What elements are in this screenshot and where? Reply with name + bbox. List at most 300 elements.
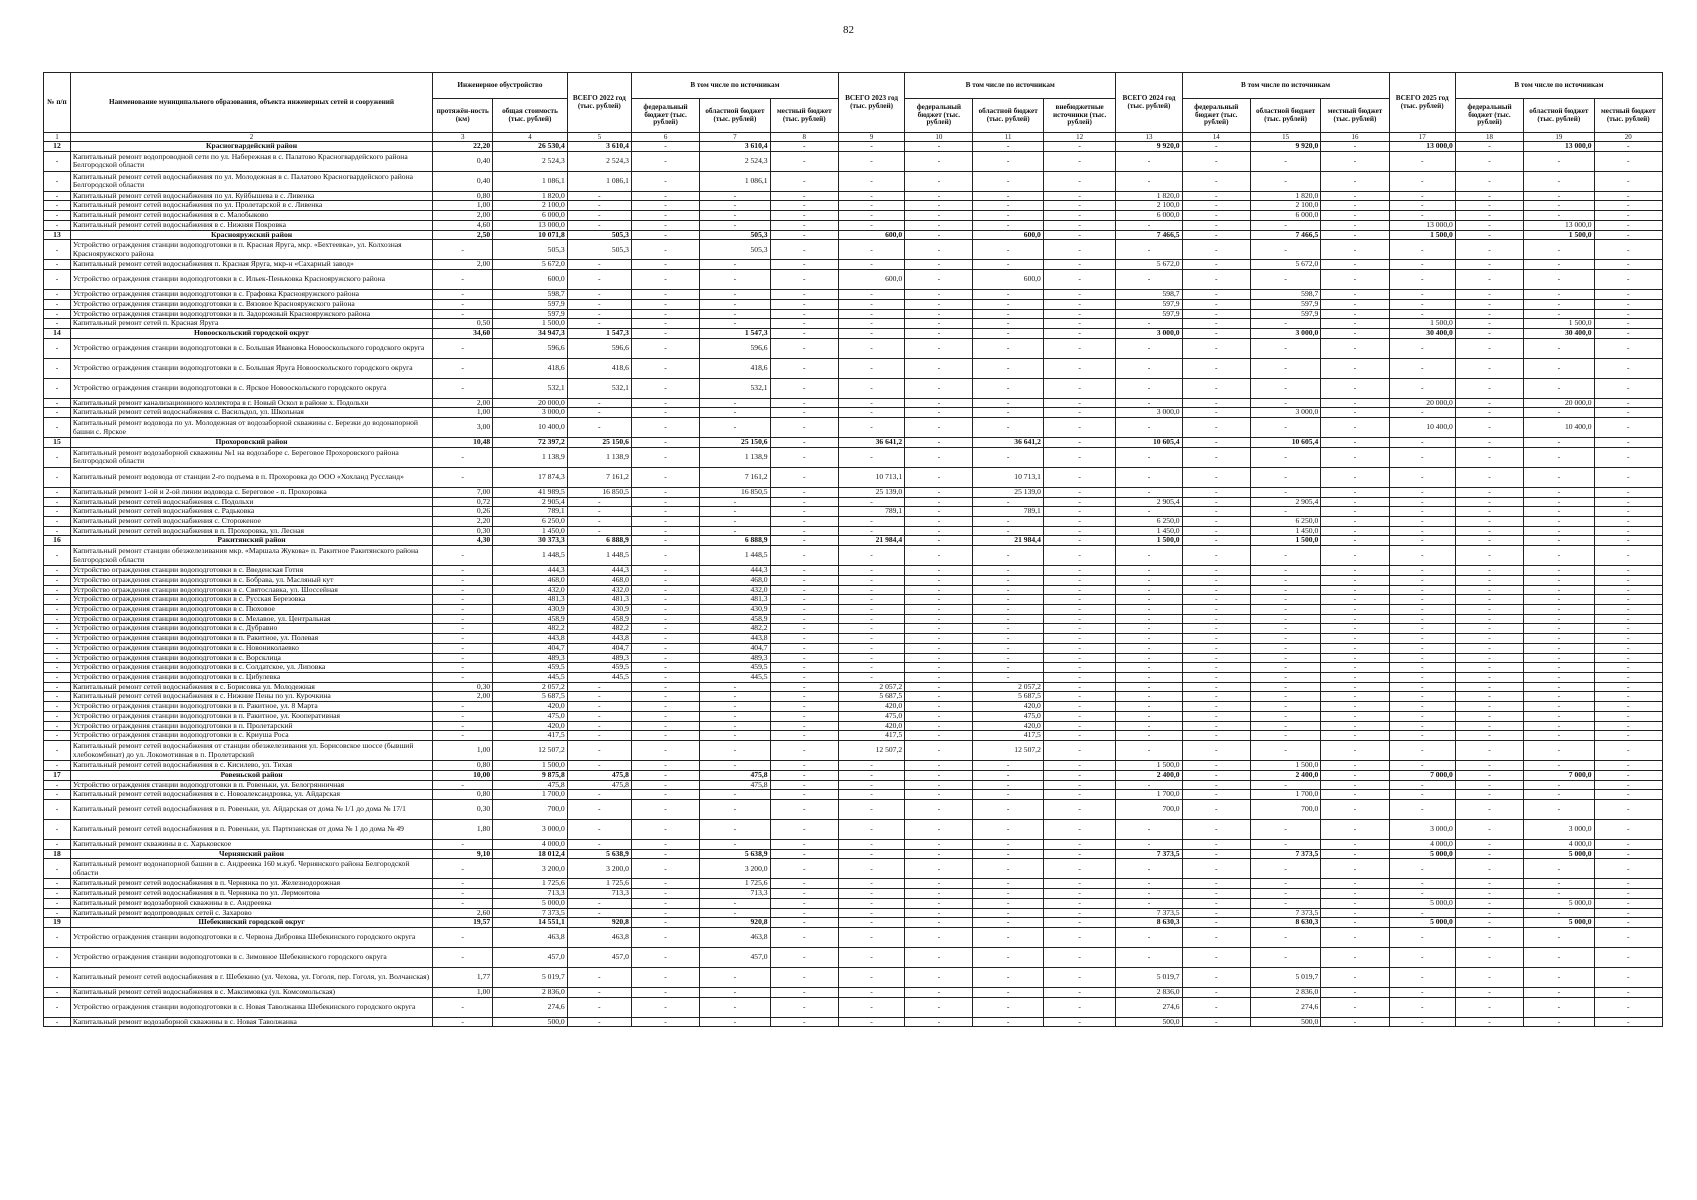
object-name-cell: Устройство ограждения станции водоподготовки в с. Большая Ивановка Новооскольского городского округа (70, 338, 432, 358)
row-number-cell: - (44, 191, 71, 201)
value-cell: - (838, 220, 904, 230)
table-row (44, 634, 1663, 644)
value-cell: - (1116, 614, 1182, 624)
value-cell: - (1182, 605, 1250, 615)
value-cell: - (1594, 770, 1662, 780)
value-cell: - (1043, 849, 1115, 859)
value-cell: 30 373,3 (493, 536, 568, 546)
object-name-cell: Устройство ограждения станции водоподготовки в п. Ракитное, ул. Кооперативная (70, 711, 432, 721)
object-name-cell: Капитальный ремонт водозаборной скважины №1 на водозаборе с. Береговое Прохоровского района Белгородской области (70, 447, 432, 467)
table-row (44, 819, 1663, 839)
value-cell: - (700, 309, 770, 319)
value-cell: - (1043, 918, 1115, 928)
object-name-cell: Устройство ограждения станции водоподготовки в п. Ракитное, ул. Полевая (70, 634, 432, 644)
value-cell: - (770, 230, 838, 240)
value-cell: - (700, 987, 770, 997)
value-cell: - (1455, 408, 1523, 418)
object-name-cell: Красногвардейский район (70, 142, 432, 152)
value-cell: - (1250, 780, 1320, 790)
value-cell: - (905, 526, 973, 536)
value-cell: - (1321, 171, 1389, 191)
value-cell: - (838, 338, 904, 358)
value-cell: - (1043, 418, 1115, 438)
table-row (44, 711, 1663, 721)
value-cell: - (1455, 171, 1523, 191)
value-cell: - (1182, 536, 1250, 546)
value-cell: - (567, 270, 631, 290)
value-cell: - (1182, 663, 1250, 673)
value-cell: - (631, 438, 699, 448)
value-cell: - (433, 663, 493, 673)
value-cell: 2 057,2 (973, 682, 1043, 692)
value-cell: - (1250, 839, 1320, 849)
value-cell: 418,6 (567, 358, 631, 378)
value-cell: 597,9 (493, 299, 568, 309)
value-cell: - (1321, 997, 1389, 1017)
value-cell: 920,8 (700, 918, 770, 928)
object-name-cell: Капитальный ремонт сетей водоснабжения в с. Нижние Пены по ул. Курочкина (70, 692, 432, 702)
value-cell: 1 500,0 (493, 319, 568, 329)
value-cell: - (1524, 467, 1594, 487)
value-cell: - (631, 408, 699, 418)
value-cell: - (973, 634, 1043, 644)
value-cell: - (1182, 927, 1250, 947)
value-cell: - (1455, 643, 1523, 653)
value-cell: 532,1 (700, 378, 770, 398)
object-name-cell: Устройство ограждения станции водоподготовки в п. Пролетарский (70, 721, 432, 731)
value-cell: - (1250, 566, 1320, 576)
value-cell: - (1594, 702, 1662, 712)
value-cell: 9 920,0 (1116, 142, 1182, 152)
district-total-row (44, 328, 1663, 338)
value-cell: - (1321, 643, 1389, 653)
value-cell: - (1116, 879, 1182, 889)
value-cell: 598,7 (493, 290, 568, 300)
value-cell: 72 397,2 (493, 438, 568, 448)
value-cell: - (1116, 839, 1182, 849)
column-number: 17 (1389, 133, 1455, 142)
value-cell: - (838, 761, 904, 771)
value-cell: - (1182, 721, 1250, 731)
value-cell: - (1182, 790, 1250, 800)
value-cell: - (770, 338, 838, 358)
value-cell: - (631, 692, 699, 702)
value-cell: - (770, 497, 838, 507)
value-cell: - (631, 328, 699, 338)
value-cell: - (631, 859, 699, 879)
value-cell: - (433, 270, 493, 290)
value-cell: - (1455, 819, 1523, 839)
value-cell: - (1321, 770, 1389, 780)
value-cell: - (1524, 643, 1594, 653)
value-cell: - (631, 997, 699, 1017)
value-cell: - (1043, 898, 1115, 908)
value-cell: - (1455, 634, 1523, 644)
value-cell: - (433, 839, 493, 849)
district-total-row (44, 918, 1663, 928)
value-cell: 10,00 (433, 770, 493, 780)
value-cell: - (905, 290, 973, 300)
value-cell: - (567, 997, 631, 1017)
value-cell: - (1389, 605, 1455, 615)
value-cell: - (1524, 927, 1594, 947)
value-cell: - (631, 682, 699, 692)
object-name-cell: Капитальный ремонт сетей водоснабжения в п. Ровеньки, ул. Айдарская от дома № 1/1 до дома № 17/1 (70, 799, 432, 819)
value-cell: 3 000,0 (493, 819, 568, 839)
value-cell: - (1321, 634, 1389, 644)
value-cell: - (1182, 260, 1250, 270)
row-number-cell: - (44, 526, 71, 536)
value-cell: - (905, 516, 973, 526)
value-cell: - (1182, 741, 1250, 761)
value-cell: 2 524,3 (567, 151, 631, 171)
value-cell: - (973, 819, 1043, 839)
value-cell: - (631, 447, 699, 467)
value-cell: - (631, 731, 699, 741)
table-row (44, 947, 1663, 967)
value-cell: - (1250, 398, 1320, 408)
value-cell: - (567, 260, 631, 270)
value-cell: 1 500,0 (1250, 761, 1320, 771)
value-cell: 2 905,4 (493, 497, 568, 507)
value-cell: 2,60 (433, 908, 493, 918)
value-cell: - (631, 497, 699, 507)
value-cell: 468,0 (493, 575, 568, 585)
value-cell: - (1321, 299, 1389, 309)
value-cell: - (1116, 398, 1182, 408)
table-row (44, 546, 1663, 566)
value-cell: - (1043, 171, 1115, 191)
value-cell: - (905, 566, 973, 576)
value-cell: 19,57 (433, 918, 493, 928)
value-cell: - (1321, 536, 1389, 546)
value-cell: 417,5 (838, 731, 904, 741)
investment-table-container (43, 72, 1663, 1027)
value-cell: - (905, 663, 973, 673)
value-cell: - (567, 799, 631, 819)
value-cell: 1 138,9 (493, 447, 568, 467)
value-cell: - (1455, 780, 1523, 790)
value-cell: - (1389, 447, 1455, 467)
value-cell: 445,5 (567, 673, 631, 683)
value-cell: - (905, 595, 973, 605)
value-cell: - (1524, 653, 1594, 663)
value-cell: - (1594, 585, 1662, 595)
value-cell: - (973, 447, 1043, 467)
value-cell: - (1455, 987, 1523, 997)
value-cell: - (1455, 260, 1523, 270)
value-cell: - (1594, 230, 1662, 240)
value-cell: 700,0 (493, 799, 568, 819)
value-cell: - (433, 634, 493, 644)
table-row (44, 575, 1663, 585)
value-cell: - (1321, 702, 1389, 712)
value-cell: - (770, 653, 838, 663)
value-cell: - (1524, 614, 1594, 624)
row-number-cell: - (44, 408, 71, 418)
table-row (44, 585, 1663, 595)
value-cell: - (1455, 328, 1523, 338)
value-cell: - (905, 467, 973, 487)
value-cell: - (770, 151, 838, 171)
value-cell: - (1043, 605, 1115, 615)
header-length: протяжён-ность (км) (433, 99, 493, 133)
value-cell: - (1116, 819, 1182, 839)
row-number-cell: - (44, 171, 71, 191)
value-cell: 1 138,9 (567, 447, 631, 467)
value-cell: - (905, 927, 973, 947)
value-cell: - (1524, 507, 1594, 517)
value-cell: - (905, 309, 973, 319)
value-cell: - (1043, 299, 1115, 309)
value-cell: - (973, 299, 1043, 309)
value-cell: 0,80 (433, 761, 493, 771)
value-cell: 505,3 (493, 240, 568, 260)
value-cell: - (567, 299, 631, 309)
value-cell: - (973, 566, 1043, 576)
value-cell: - (567, 682, 631, 692)
value-cell: - (1524, 408, 1594, 418)
value-cell: 7 161,2 (567, 467, 631, 487)
value-cell: - (1524, 260, 1594, 270)
object-name-cell: Капитальный ремонт сетей водоснабжения в с. Нижняя Покровка (70, 220, 432, 230)
value-cell: - (973, 142, 1043, 152)
row-number-cell: - (44, 663, 71, 673)
row-number-cell: - (44, 702, 71, 712)
value-cell: - (973, 585, 1043, 595)
value-cell: 2 100,0 (1250, 201, 1320, 211)
value-cell: - (1116, 741, 1182, 761)
value-cell: - (1455, 614, 1523, 624)
value-cell: 21 984,4 (973, 536, 1043, 546)
value-cell: - (1455, 908, 1523, 918)
value-cell: - (838, 408, 904, 418)
row-number-cell: - (44, 692, 71, 702)
value-cell: - (1321, 819, 1389, 839)
value-cell: - (631, 319, 699, 329)
value-cell: - (631, 761, 699, 771)
table-row (44, 201, 1663, 211)
value-cell: 9,10 (433, 849, 493, 859)
value-cell: - (1182, 142, 1250, 152)
value-cell: - (1250, 418, 1320, 438)
value-cell: - (1321, 967, 1389, 987)
value-cell: - (973, 859, 1043, 879)
value-cell: - (973, 398, 1043, 408)
value-cell: 432,0 (493, 585, 568, 595)
value-cell: 2,50 (433, 230, 493, 240)
table-row (44, 692, 1663, 702)
row-number-cell: - (44, 585, 71, 595)
value-cell: - (1389, 663, 1455, 673)
value-cell: 6 888,9 (700, 536, 770, 546)
value-cell: - (838, 151, 904, 171)
value-cell: - (1594, 927, 1662, 947)
value-cell: 404,7 (567, 643, 631, 653)
value-cell: - (1116, 575, 1182, 585)
value-cell: - (1524, 290, 1594, 300)
value-cell: - (1455, 624, 1523, 634)
value-cell: - (905, 338, 973, 358)
value-cell: - (433, 898, 493, 908)
value-cell: - (973, 497, 1043, 507)
value-cell: - (1182, 819, 1250, 839)
value-cell: - (631, 653, 699, 663)
value-cell: - (567, 819, 631, 839)
value-cell: 463,8 (700, 927, 770, 947)
row-number-cell: - (44, 711, 71, 721)
value-cell: - (700, 526, 770, 536)
value-cell: - (1594, 487, 1662, 497)
row-number-cell: - (44, 418, 71, 438)
table-row (44, 408, 1663, 418)
value-cell: - (1250, 358, 1320, 378)
value-cell: 444,3 (700, 566, 770, 576)
value-cell: - (433, 721, 493, 731)
value-cell: - (1182, 408, 1250, 418)
value-cell: - (1389, 585, 1455, 595)
value-cell: 417,5 (973, 731, 1043, 741)
row-number-cell: - (44, 761, 71, 771)
table-row (44, 507, 1663, 517)
value-cell: - (838, 191, 904, 201)
value-cell: - (1250, 731, 1320, 741)
header-total-2025: ВСЕГО 2025 год (тыс. рублей) (1389, 73, 1455, 133)
value-cell: - (1594, 211, 1662, 221)
object-name-cell: Устройство ограждения станции водоподготовки в с. Вязовое Краснояружского района (70, 299, 432, 309)
object-name-cell: Капитальный ремонт сетей водоснабжения с. Подольхи (70, 497, 432, 507)
value-cell: - (1524, 309, 1594, 319)
value-cell: - (1116, 319, 1182, 329)
value-cell: 7 000,0 (1389, 770, 1455, 780)
column-number: 13 (1116, 133, 1182, 142)
value-cell: - (631, 516, 699, 526)
value-cell: - (700, 270, 770, 290)
value-cell: - (838, 171, 904, 191)
value-cell: - (1321, 839, 1389, 849)
value-cell: 3,00 (433, 418, 493, 438)
value-cell: - (1594, 378, 1662, 398)
value-cell: - (838, 653, 904, 663)
value-cell: - (1321, 546, 1389, 566)
object-name-cell: Устройство ограждения станции водоподготовки в с. Введенская Готня (70, 566, 432, 576)
value-cell: - (1594, 673, 1662, 683)
value-cell: - (433, 702, 493, 712)
value-cell: - (700, 839, 770, 849)
value-cell: - (1455, 790, 1523, 800)
value-cell: - (1389, 438, 1455, 448)
value-cell: - (567, 497, 631, 507)
value-cell: - (433, 290, 493, 300)
value-cell: - (631, 839, 699, 849)
value-cell: - (1524, 526, 1594, 536)
value-cell: 459,5 (700, 663, 770, 673)
value-cell: 2 100,0 (493, 201, 568, 211)
column-number: 1 (44, 133, 71, 142)
value-cell: - (1321, 398, 1389, 408)
column-number: 16 (1321, 133, 1389, 142)
value-cell: - (631, 967, 699, 987)
value-cell: - (838, 624, 904, 634)
value-cell: - (1321, 889, 1389, 899)
object-name-cell: Капитальный ремонт сетей водоснабжения по ул. Пролетарской в с. Ливенка (70, 201, 432, 211)
value-cell: - (1182, 879, 1250, 889)
row-number-cell: - (44, 605, 71, 615)
value-cell: - (770, 634, 838, 644)
value-cell: - (1389, 240, 1455, 260)
value-cell: - (700, 721, 770, 731)
value-cell: - (1321, 566, 1389, 576)
value-cell: - (433, 358, 493, 378)
value-cell: 532,1 (493, 378, 568, 398)
value-cell: - (973, 799, 1043, 819)
value-cell: - (905, 447, 973, 467)
value-cell: - (1524, 240, 1594, 260)
row-number-cell: - (44, 889, 71, 899)
value-cell: - (1524, 536, 1594, 546)
value-cell: - (973, 605, 1043, 615)
value-cell: 6 888,9 (567, 536, 631, 546)
value-cell: - (1594, 290, 1662, 300)
value-cell: 1 500,0 (1524, 319, 1594, 329)
object-name-cell: Устройство ограждения станции водоподготовки в п. Ракитное, ул. 8 Марта (70, 702, 432, 712)
value-cell: - (631, 201, 699, 211)
value-cell: - (770, 987, 838, 997)
value-cell: - (567, 898, 631, 908)
value-cell: - (1182, 526, 1250, 536)
value-cell: - (1250, 151, 1320, 171)
value-cell: - (1594, 624, 1662, 634)
value-cell: - (770, 682, 838, 692)
value-cell: - (567, 516, 631, 526)
value-cell: - (1389, 859, 1455, 879)
value-cell: - (1455, 663, 1523, 673)
value-cell: - (770, 526, 838, 536)
value-cell: 1 086,1 (700, 171, 770, 191)
value-cell: - (770, 575, 838, 585)
value-cell: - (1455, 309, 1523, 319)
value-cell: - (700, 702, 770, 712)
object-name-cell: Капитальный ремонт сетей водоснабжения в с. Борисовка ул. Молодежная (70, 682, 432, 692)
value-cell: - (1455, 240, 1523, 260)
value-cell: - (1250, 819, 1320, 839)
value-cell: - (1389, 299, 1455, 309)
value-cell: 444,3 (493, 566, 568, 576)
value-cell: - (631, 849, 699, 859)
value-cell: - (1389, 741, 1455, 761)
value-cell: - (631, 191, 699, 201)
value-cell: - (1389, 711, 1455, 721)
header-reg-2024: областной бюджет (тыс. рублей) (1250, 99, 1320, 133)
value-cell: - (631, 220, 699, 230)
row-number-cell: - (44, 997, 71, 1017)
value-cell: 1 700,0 (1116, 790, 1182, 800)
value-cell: - (770, 438, 838, 448)
value-cell: - (770, 624, 838, 634)
value-cell: - (1455, 575, 1523, 585)
value-cell: - (1321, 624, 1389, 634)
value-cell: - (770, 1017, 838, 1027)
value-cell: - (1594, 526, 1662, 536)
value-cell: - (838, 927, 904, 947)
value-cell: - (1043, 595, 1115, 605)
value-cell: - (631, 299, 699, 309)
value-cell: - (1524, 663, 1594, 673)
value-cell: - (1321, 418, 1389, 438)
value-cell: - (1455, 721, 1523, 731)
value-cell: - (1321, 987, 1389, 997)
value-cell: - (905, 987, 973, 997)
